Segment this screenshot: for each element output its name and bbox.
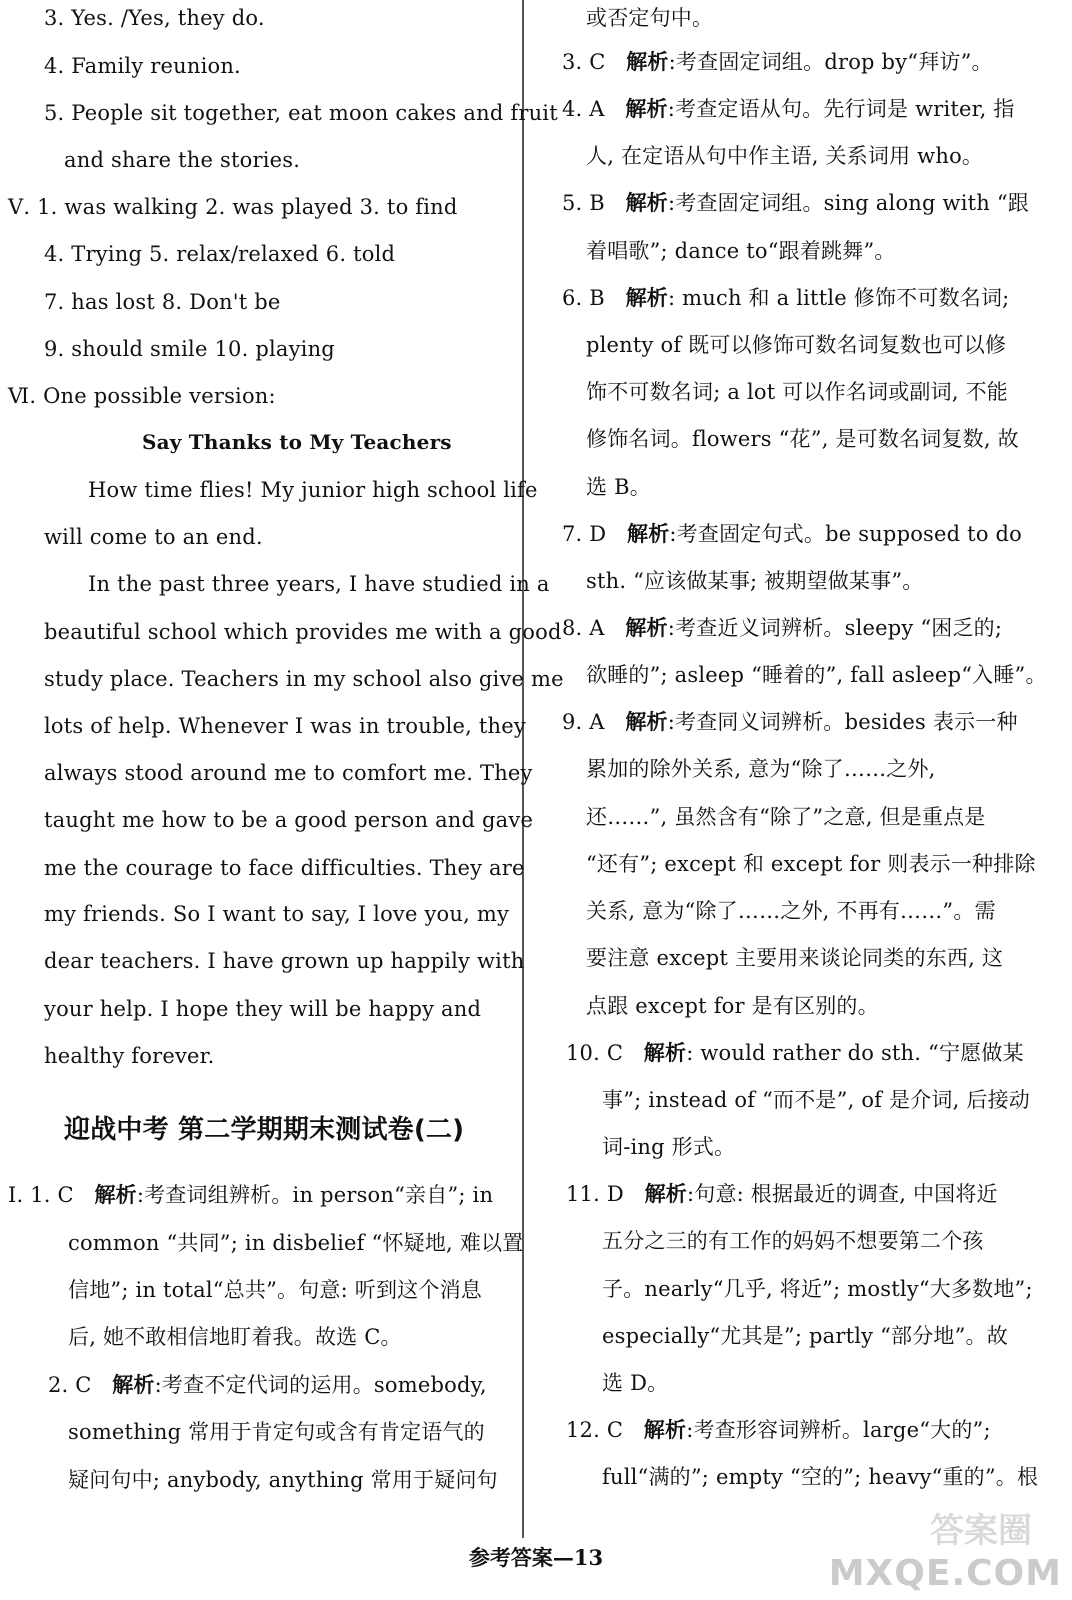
answer-text: : much 和 a little 修饰不可数名词; — [668, 286, 1010, 310]
text-line: especially“尤其是”; partly “部分地”。故 — [602, 1324, 1008, 1348]
answer-text: :考查不定代词的运用。somebody, — [154, 1373, 487, 1397]
answer-item — [562, 95, 1015, 123]
analysis-label: 解析 — [626, 49, 669, 74]
analysis-label: 解析 — [625, 709, 668, 734]
answer-item — [562, 520, 1022, 548]
text-line: 信地”; in total“总共”。句意: 听到这个消息 — [68, 1278, 482, 1302]
text-line: 后, 她不敢相信地盯着我。故选 C。 — [68, 1325, 402, 1349]
text-line: 4. Family reunion. — [44, 54, 241, 78]
text-line: plenty of 既可以修饰可数名词复数也可以修 — [586, 333, 1007, 357]
analysis-label: 解析 — [625, 285, 668, 310]
text-line: sth. “应该做某事; 被期望做某事”。 — [586, 569, 924, 593]
answer-text: :考查形容词辨析。large“大的”; — [686, 1418, 991, 1442]
text-line: 着唱歌”; dance to“跟着跳舞”。 — [586, 239, 896, 263]
text-line: 欲睡的”; asleep “睡着的”, fall asleep“入睡”。 — [586, 663, 1047, 687]
answer-text: :考查同义词辨析。besides 表示一种 — [667, 710, 1018, 734]
analysis-label: 解析 — [644, 1181, 687, 1206]
text-line: healthy forever. — [44, 1044, 215, 1068]
analysis-label: 解析 — [112, 1372, 155, 1397]
analysis-label: 解析 — [627, 521, 670, 546]
text-line: 五分之三的有工作的妈妈不想要第二个孩 — [602, 1229, 984, 1253]
text-line: something 常用于肯定句或含有肯定语气的 — [68, 1420, 485, 1444]
answer-item — [562, 708, 1018, 736]
answer-item — [566, 1039, 1024, 1067]
answer-item — [566, 1180, 998, 1208]
answer-item — [562, 614, 1002, 642]
text-line: 饰不可数名词; a lot 可以作名词或副词, 不能 — [586, 380, 1008, 404]
answer-number: 4. A — [562, 97, 605, 121]
answer-number: 11. D — [566, 1182, 624, 1206]
text-line: 3. Yes. /Yes, they do. — [44, 6, 265, 30]
answer-text: :考查近义词辨析。sleepy “困乏的; — [667, 616, 1003, 640]
answer-text: :考查词组辨析。in person“亲自”; in — [136, 1183, 494, 1207]
text-line: 修饰名词。flowers “花”, 是可数名词复数, 故 — [586, 427, 1019, 451]
text-line: study place. Teachers in my school also give me — [44, 667, 564, 691]
text-line: Ⅴ. 1. was walking 2. was played 3. to find — [8, 195, 458, 219]
answer-number: 8. A — [562, 616, 605, 640]
answer-item — [8, 1181, 493, 1209]
watermark: MXQE.COM — [828, 1553, 1062, 1594]
text-line: lots of help. Whenever I was in trouble, they — [44, 714, 526, 738]
text-line: 疑问句中; anybody, anything 常用于疑问句 — [68, 1468, 498, 1492]
answer-item — [566, 1416, 991, 1444]
section-title: 迎战中考 第二学期期末测试卷(二) — [64, 1115, 465, 1145]
answer-number: 10. C — [566, 1041, 624, 1065]
answer-number: 9. A — [562, 710, 605, 734]
answer-item — [48, 1371, 487, 1399]
answer-number: 2. C — [48, 1373, 92, 1397]
text-line: 关系, 意为“除了……之外, 不再有……”。需 — [586, 899, 996, 923]
answer-number: 5. B — [562, 191, 605, 215]
answer-number: 3. C — [562, 50, 606, 74]
answer-text: :句意: 根据最近的调查, 中国将近 — [686, 1182, 998, 1206]
analysis-label: 解析 — [643, 1417, 687, 1442]
text-line: full“满的”; empty “空的”; heavy“重的”。根 — [602, 1465, 1039, 1489]
page-footer: 参考答案—13 — [468, 1545, 604, 1570]
text-line: 9. should smile 10. playing — [44, 337, 335, 361]
text-line: 要注意 except 主要用来谈论同类的东西, 这 — [586, 946, 1004, 970]
text-line: will come to an end. — [44, 525, 263, 549]
analysis-label: 解析 — [94, 1182, 137, 1207]
analysis-label: 解析 — [625, 615, 668, 640]
text-line: common “共同”; in disbelief “怀疑地, 难以置 — [68, 1231, 524, 1255]
watermark-chinese: 答案圈 — [930, 1511, 1032, 1551]
answer-item — [562, 48, 993, 76]
answer-text: : would rather do sth. “宁愿做某 — [686, 1041, 1024, 1065]
answer-text: :考查定语从句。先行词是 writer, 指 — [667, 97, 1015, 121]
answer-number: 7. D — [562, 522, 607, 546]
text-line: beautiful school which provides me with a good — [44, 620, 562, 644]
text-line: your help. I hope they will be happy and — [44, 997, 482, 1021]
text-line: and share the stories. — [64, 148, 301, 172]
text-line: 词-ing 形式。 — [602, 1135, 736, 1159]
text-line: In the past three years, I have studied in a — [88, 572, 550, 596]
text-line: 还……”, 虽然含有“除了”之意, 但是重点是 — [586, 805, 986, 829]
text-line: my friends. So I want to say, I love you, my — [44, 902, 510, 926]
text-line: “还有”; except 和 except for 则表示一种排除 — [586, 852, 1036, 876]
text-line: 选 D。 — [602, 1371, 669, 1395]
text-line: 选 B。 — [586, 475, 651, 499]
answer-number: 6. B — [562, 286, 605, 310]
answer-item — [562, 189, 1029, 217]
analysis-label: 解析 — [643, 1040, 687, 1065]
essay-title: Say Thanks to My Teachers — [142, 430, 452, 454]
analysis-label: 解析 — [625, 190, 668, 215]
text-line: 点跟 except for 是有区别的。 — [586, 994, 879, 1018]
text-line: 人, 在定语从句中作主语, 关系词用 who。 — [586, 144, 984, 168]
text-line: 累加的除外关系, 意为“除了……之外, — [586, 757, 936, 781]
text-line: always stood around me to comfort me. They — [44, 761, 533, 785]
text-line: 7. has lost 8. Don't be — [44, 290, 281, 314]
answer-item — [562, 284, 1009, 312]
answer-text: :考查固定词组。sing along with “跟 — [668, 191, 1029, 215]
analysis-label: 解析 — [625, 96, 668, 121]
answer-number: Ⅰ. 1. C — [8, 1183, 74, 1207]
text-line: dear teachers. I have grown up happily with — [44, 949, 525, 973]
answer-number: 12. C — [566, 1418, 624, 1442]
text-line: 或否定句中。 — [586, 6, 714, 30]
text-line: 4. Trying 5. relax/relaxed 6. told — [44, 242, 396, 266]
text-line: Ⅵ. One possible version: — [8, 384, 276, 408]
answer-text: :考查固定句式。be supposed to do — [669, 522, 1023, 546]
text-line: How time flies! My junior high school life — [88, 478, 538, 502]
text-line: me the courage to face difficulties. They are — [44, 856, 525, 880]
text-line: 子。nearly“几乎, 将近”; mostly“大多数地”; — [602, 1277, 1033, 1301]
text-line: 5. People sit together, eat moon cakes and fruit — [44, 101, 558, 125]
text-line: 事”; instead of “而不是”, of 是介词, 后接动 — [602, 1088, 1030, 1112]
answer-text: :考查固定词组。drop by“拜访”。 — [668, 50, 993, 74]
text-line: taught me how to be a good person and gave — [44, 808, 534, 832]
